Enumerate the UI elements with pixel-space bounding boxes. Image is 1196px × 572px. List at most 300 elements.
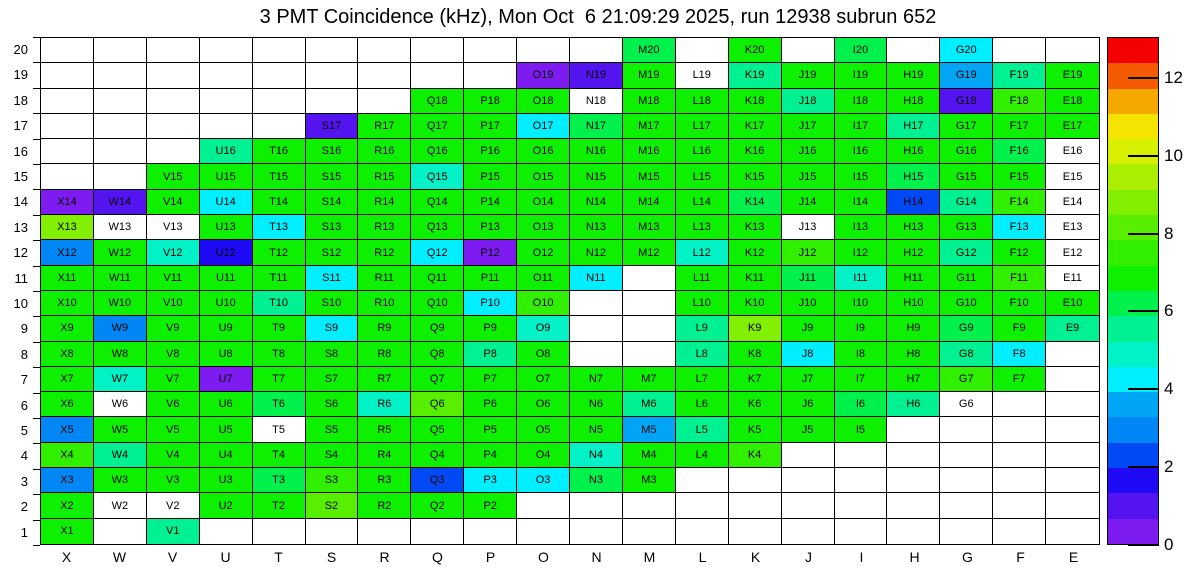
heatmap-cell [623, 316, 676, 341]
heatmap-cell: H14 [887, 190, 940, 215]
heatmap-cell [782, 468, 835, 493]
heatmap-cell: G16 [940, 139, 993, 164]
heatmap-cell: F7 [993, 367, 1046, 392]
legend-band [1108, 493, 1158, 518]
heatmap-cell [835, 443, 888, 468]
heatmap-cell: G8 [940, 342, 993, 367]
heatmap-cell [887, 468, 940, 493]
heatmap-cell: N3 [570, 468, 623, 493]
heatmap-cell [147, 89, 200, 114]
heatmap-cell: Q8 [411, 342, 464, 367]
heatmap-cell: K8 [729, 342, 782, 367]
heatmap-cell: V15 [147, 164, 200, 189]
x-axis-label: N [591, 549, 602, 565]
heatmap-cell [253, 519, 306, 544]
heatmap-cell: R3 [358, 468, 411, 493]
heatmap-cell [147, 38, 200, 63]
heatmap-cell: Q16 [411, 139, 464, 164]
heatmap-cell [676, 38, 729, 63]
y-axis-tick [33, 139, 40, 140]
heatmap-cell [570, 316, 623, 341]
y-axis-tick [33, 520, 40, 521]
heatmap-cell: W13 [94, 215, 147, 240]
legend-tick [1128, 388, 1159, 390]
heatmap-cell: L16 [676, 139, 729, 164]
heatmap-cell: I12 [835, 240, 888, 265]
heatmap-cell: I10 [835, 291, 888, 316]
heatmap-cell [200, 89, 253, 114]
heatmap-cell [1046, 392, 1099, 417]
heatmap-cell [993, 468, 1046, 493]
heatmap-cell: G10 [940, 291, 993, 316]
heatmap-cell [570, 38, 623, 63]
legend-band [1108, 139, 1158, 164]
heatmap-cell: H19 [887, 63, 940, 88]
heatmap-cell: O11 [517, 266, 570, 291]
heatmap-cell: L5 [676, 417, 729, 442]
heatmap-cell [200, 63, 253, 88]
heatmap-cell: J9 [782, 316, 835, 341]
y-axis-label: 11 [14, 270, 28, 286]
heatmap-cell [94, 139, 147, 164]
heatmap-cell: H7 [887, 367, 940, 392]
heatmap-cell: N5 [570, 417, 623, 442]
heatmap-cell: K12 [729, 240, 782, 265]
y-axis-tick [33, 113, 40, 114]
y-axis-label: 2 [20, 499, 28, 515]
x-axis-label: K [750, 549, 761, 565]
heatmap-cell: U8 [200, 342, 253, 367]
heatmap-cell: U7 [200, 367, 253, 392]
heatmap-cell: J14 [782, 190, 835, 215]
heatmap-cell: O17 [517, 114, 570, 139]
heatmap-cell: X5 [41, 417, 94, 442]
heatmap-cell: T9 [253, 316, 306, 341]
heatmap-cell [729, 493, 782, 518]
heatmap-cell: T8 [253, 342, 306, 367]
heatmap-cell: E19 [1046, 63, 1099, 88]
heatmap-cell: R7 [358, 367, 411, 392]
heatmap-cell: R4 [358, 443, 411, 468]
heatmap-cell: F18 [993, 89, 1046, 114]
heatmap-cell: R15 [358, 164, 411, 189]
heatmap-cell: P10 [464, 291, 517, 316]
heatmap-cell: F11 [993, 266, 1046, 291]
heatmap-cell: X3 [41, 468, 94, 493]
heatmap-cell: K9 [729, 316, 782, 341]
heatmap-cell: R5 [358, 417, 411, 442]
heatmap-cell: G9 [940, 316, 993, 341]
x-axis-label: W [112, 549, 127, 565]
heatmap-cell [570, 342, 623, 367]
plot-title: 3 PMT Coincidence (kHz), Mon Oct 6 21:09:29 2025, run 12938 subrun 652 [259, 6, 937, 28]
heatmap-cell: M18 [623, 89, 676, 114]
heatmap-cell: H13 [887, 215, 940, 240]
heatmap-cell: Q10 [411, 291, 464, 316]
heatmap-cell: J8 [782, 342, 835, 367]
heatmap-cell: L7 [676, 367, 729, 392]
heatmap-cell: H9 [887, 316, 940, 341]
y-axis-label: 15 [13, 169, 28, 184]
heatmap-cell: U3 [200, 468, 253, 493]
heatmap-cell: P2 [464, 493, 517, 518]
heatmap-cell: J18 [782, 89, 835, 114]
heatmap-cell: N11 [570, 266, 623, 291]
heatmap-cell: K20 [729, 38, 782, 63]
legend-band [1108, 443, 1158, 468]
heatmap-cell: E12 [1046, 240, 1099, 265]
heatmap-cell [940, 417, 993, 442]
heatmap-cell: L19 [676, 63, 729, 88]
heatmap-cell: N16 [570, 139, 623, 164]
heatmap-cell: I14 [835, 190, 888, 215]
heatmap-cell [940, 443, 993, 468]
heatmap-cell: T14 [253, 190, 306, 215]
heatmap-cell: S17 [306, 114, 359, 139]
x-axis-label: O [538, 549, 549, 565]
heatmap-cell: S15 [306, 164, 359, 189]
heatmap-cell [940, 468, 993, 493]
heatmap-cell [782, 443, 835, 468]
heatmap-cell: R16 [358, 139, 411, 164]
heatmap-cell [517, 519, 570, 544]
heatmap-cell: O5 [517, 417, 570, 442]
legend-tick [1128, 77, 1159, 79]
heatmap-cell: G15 [940, 164, 993, 189]
heatmap-cell: H17 [887, 114, 940, 139]
heatmap-cell: I20 [835, 38, 888, 63]
heatmap-cell: J13 [782, 215, 835, 240]
legend-band [1108, 392, 1158, 417]
heatmap-cell: H10 [887, 291, 940, 316]
heatmap-cell: R12 [358, 240, 411, 265]
legend-band [1108, 316, 1158, 341]
y-axis-label: 18 [13, 92, 28, 108]
y-axis-tick [33, 62, 40, 63]
x-axis-label: X [61, 549, 72, 565]
heatmap-cell: O7 [517, 367, 570, 392]
y-axis-tick [33, 215, 40, 216]
y-axis-label: 1 [20, 524, 28, 540]
heatmap-cell [41, 38, 94, 63]
legend-band [1108, 164, 1158, 189]
y-axis-tick [33, 316, 40, 317]
heatmap-cell: K4 [729, 443, 782, 468]
heatmap-cell [200, 519, 253, 544]
heatmap-cell [306, 519, 359, 544]
heatmap-cell: S2 [306, 493, 359, 518]
heatmap-cell: T3 [253, 468, 306, 493]
heatmap-cell [41, 114, 94, 139]
heatmap-cell: K17 [729, 114, 782, 139]
heatmap-cell: Q13 [411, 215, 464, 240]
heatmap-cell: L13 [676, 215, 729, 240]
heatmap-cell: K5 [729, 417, 782, 442]
heatmap-cell: T11 [253, 266, 306, 291]
heatmap-cell [623, 519, 676, 544]
heatmap-cell: W14 [94, 190, 147, 215]
heatmap-cell: G6 [940, 392, 993, 417]
heatmap-cell: J11 [782, 266, 835, 291]
heatmap-cell: P18 [464, 89, 517, 114]
heatmap-cell: F14 [993, 190, 1046, 215]
heatmap-cell: S10 [306, 291, 359, 316]
heatmap-cell: H8 [887, 342, 940, 367]
heatmap-cell: L9 [676, 316, 729, 341]
x-axis-label: E [1068, 549, 1079, 565]
heatmap-cell: K11 [729, 266, 782, 291]
heatmap-cell [887, 519, 940, 544]
x-axis-label: L [698, 549, 707, 565]
heatmap-cell: V11 [147, 266, 200, 291]
heatmap-cell [1046, 417, 1099, 442]
heatmap-cell [358, 519, 411, 544]
legend-tick-label: 4 [1164, 379, 1174, 399]
heatmap-cell: V9 [147, 316, 200, 341]
y-axis-label: 7 [20, 372, 28, 388]
heatmap-cell: K15 [729, 164, 782, 189]
heatmap-cell [1046, 493, 1099, 518]
heatmap-cell: H12 [887, 240, 940, 265]
heatmap-cell: R13 [358, 215, 411, 240]
heatmap-cell: O15 [517, 164, 570, 189]
heatmap-cell: H16 [887, 139, 940, 164]
heatmap-cell [940, 519, 993, 544]
heatmap-cell: I11 [835, 266, 888, 291]
legend-band [1108, 468, 1158, 493]
heatmap-cell: G17 [940, 114, 993, 139]
heatmap-cell: M3 [623, 468, 676, 493]
legend-band [1108, 89, 1158, 114]
heatmap-cell: N6 [570, 392, 623, 417]
legend-tick [1128, 544, 1159, 546]
heatmap-cell: P9 [464, 316, 517, 341]
heatmap-cell: P7 [464, 367, 517, 392]
x-axis-label: G [962, 549, 973, 565]
heatmap-cell: N7 [570, 367, 623, 392]
heatmap-cell: O16 [517, 139, 570, 164]
legend-band [1108, 215, 1158, 240]
heatmap-cell: E11 [1046, 266, 1099, 291]
heatmap-cell: S11 [306, 266, 359, 291]
y-axis-label: 17 [13, 118, 28, 134]
heatmap-cell: G20 [940, 38, 993, 63]
heatmap-cell [887, 417, 940, 442]
legend-tick-label: 2 [1164, 457, 1174, 477]
heatmap-cell [676, 468, 729, 493]
heatmap-cell [835, 468, 888, 493]
heatmap-cell: X10 [41, 291, 94, 316]
heatmap-cell: V5 [147, 417, 200, 442]
heatmap-cell: O6 [517, 392, 570, 417]
heatmap-cell: J5 [782, 417, 835, 442]
heatmap-cell: O18 [517, 89, 570, 114]
heatmap-cell: F17 [993, 114, 1046, 139]
heatmap-cell: F19 [993, 63, 1046, 88]
heatmap-cell: G19 [940, 63, 993, 88]
legend-band [1108, 266, 1158, 291]
y-axis-label: 6 [20, 397, 28, 413]
heatmap-cell: F13 [993, 215, 1046, 240]
heatmap-cell: S7 [306, 367, 359, 392]
heatmap-cell: U10 [200, 291, 253, 316]
heatmap-cell [835, 493, 888, 518]
heatmap-cell: V13 [147, 215, 200, 240]
heatmap-cell: I5 [835, 417, 888, 442]
heatmap-cell: X13 [41, 215, 94, 240]
heatmap-cell [358, 38, 411, 63]
heatmap-cell: V1 [147, 519, 200, 544]
heatmap-cell: P17 [464, 114, 517, 139]
heatmap-cell: K10 [729, 291, 782, 316]
y-axis-label: 12 [13, 245, 28, 261]
heatmap-cell [570, 519, 623, 544]
heatmap-cell: M15 [623, 164, 676, 189]
heatmap-cell [358, 63, 411, 88]
heatmap-cell: J6 [782, 392, 835, 417]
y-axis-tick [33, 367, 40, 368]
heatmap-cell: U15 [200, 164, 253, 189]
heatmap-cell: V7 [147, 367, 200, 392]
heatmap-cell: I15 [835, 164, 888, 189]
y-axis-label: 5 [20, 423, 28, 438]
heatmap-cell: W8 [94, 342, 147, 367]
heatmap-cell [623, 291, 676, 316]
x-axis-label: I [859, 549, 864, 565]
heatmap-cell: P13 [464, 215, 517, 240]
heatmap-cell: H6 [887, 392, 940, 417]
heatmap-cell: I18 [835, 89, 888, 114]
heatmap-cell: E15 [1046, 164, 1099, 189]
heatmap-cell: Q11 [411, 266, 464, 291]
y-axis-tick [33, 494, 40, 495]
y-axis-label: 19 [13, 67, 28, 83]
heatmap-cell: O12 [517, 240, 570, 265]
heatmap-cell: N19 [570, 63, 623, 88]
heatmap-cell: Q4 [411, 443, 464, 468]
heatmap-cell: K6 [729, 392, 782, 417]
heatmap-cell: Q7 [411, 367, 464, 392]
heatmap-cell [306, 63, 359, 88]
heatmap-cell: M19 [623, 63, 676, 88]
heatmap-cell [411, 63, 464, 88]
heatmap-cell [570, 291, 623, 316]
heatmap-cell [41, 164, 94, 189]
heatmap-cell [94, 63, 147, 88]
heatmap-cell [993, 417, 1046, 442]
heatmap-cell [41, 89, 94, 114]
heatmap-cell: W11 [94, 266, 147, 291]
heatmap-cell: V2 [147, 493, 200, 518]
heatmap-cell: K18 [729, 89, 782, 114]
heatmap-cell [411, 519, 464, 544]
heatmap-cell: Q15 [411, 164, 464, 189]
heatmap-cell [993, 519, 1046, 544]
heatmap-cell: P6 [464, 392, 517, 417]
heatmap-cell: X9 [41, 316, 94, 341]
heatmap-cell: S4 [306, 443, 359, 468]
heatmap-cell: U11 [200, 266, 253, 291]
color-scale-bar [1107, 37, 1159, 545]
heatmap-cell: L12 [676, 240, 729, 265]
heatmap-cell: E10 [1046, 291, 1099, 316]
heatmap-cell: L11 [676, 266, 729, 291]
heatmap-cell: R6 [358, 392, 411, 417]
heatmap-cell [1046, 468, 1099, 493]
heatmap-cell: K16 [729, 139, 782, 164]
legend-band [1108, 114, 1158, 139]
heatmap-cell: N4 [570, 443, 623, 468]
heatmap-cell: T7 [253, 367, 306, 392]
heatmap-cell: F8 [993, 342, 1046, 367]
heatmap-cell: E16 [1046, 139, 1099, 164]
heatmap-cell [517, 38, 570, 63]
heatmap-cell: U9 [200, 316, 253, 341]
heatmap-cell [782, 493, 835, 518]
heatmap-cell: X7 [41, 367, 94, 392]
heatmap-cell: X8 [41, 342, 94, 367]
legend-band [1108, 417, 1158, 442]
legend-tick-label: 10 [1164, 145, 1183, 165]
heatmap-cell: S3 [306, 468, 359, 493]
x-axis-label: Q [432, 549, 443, 565]
heatmap-cell: X12 [41, 240, 94, 265]
x-axis-label: P [485, 549, 496, 565]
heatmap-cell: W5 [94, 417, 147, 442]
heatmap-cell: P15 [464, 164, 517, 189]
y-axis-tick [33, 418, 40, 419]
heatmap-cell: P5 [464, 417, 517, 442]
y-axis-tick [33, 545, 40, 546]
heatmap-cell: M7 [623, 367, 676, 392]
heatmap-cell: W10 [94, 291, 147, 316]
x-axis-label: M [643, 549, 656, 565]
heatmap-cell: I9 [835, 316, 888, 341]
y-axis-tick [33, 189, 40, 190]
heatmap-cell: T5 [253, 417, 306, 442]
legend-tick [1128, 233, 1159, 235]
heatmap-cell [887, 443, 940, 468]
heatmap-cell: J12 [782, 240, 835, 265]
heatmap-cell [358, 89, 411, 114]
legend-tick [1128, 466, 1159, 468]
heatmap-cell: V3 [147, 468, 200, 493]
y-axis-label: 13 [13, 219, 28, 235]
heatmap-cell: P4 [464, 443, 517, 468]
heatmap-cell: V4 [147, 443, 200, 468]
x-axis-label: H [909, 549, 920, 565]
heatmap-cell [1046, 342, 1099, 367]
heatmap-cell: Q3 [411, 468, 464, 493]
heatmap-cell: J15 [782, 164, 835, 189]
x-axis-label: R [379, 549, 390, 565]
heatmap-cell [94, 89, 147, 114]
heatmap-cell: M13 [623, 215, 676, 240]
heatmap-cell [147, 139, 200, 164]
heatmap-cell [623, 493, 676, 518]
heatmap-cell: Q9 [411, 316, 464, 341]
heatmap-cell [729, 519, 782, 544]
heatmap-cell: P3 [464, 468, 517, 493]
y-axis-label: 20 [13, 42, 28, 57]
heatmap-cell: I8 [835, 342, 888, 367]
heatmap-cell: F12 [993, 240, 1046, 265]
heatmap-cell: N17 [570, 114, 623, 139]
y-axis-tick [33, 266, 40, 267]
heatmap-cell [835, 519, 888, 544]
y-axis-label: 14 [13, 194, 28, 210]
legend-tick [1128, 310, 1159, 312]
